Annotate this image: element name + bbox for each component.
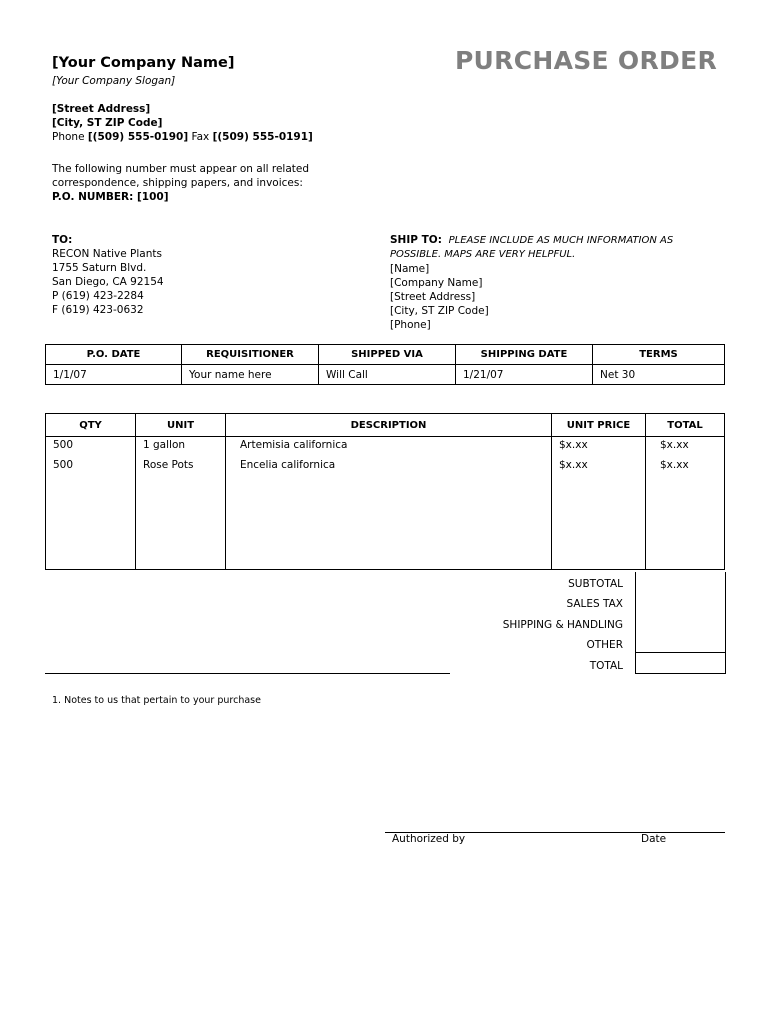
po-date-cell[interactable]: 1/1/07 [46,365,182,385]
vendor-address [52,233,164,317]
empty-row [46,477,725,570]
header-qty: QTY [46,414,136,437]
header-description: DESCRIPTION [226,414,552,437]
unit-cell[interactable]: 1 gallon [136,437,226,458]
vendor-line: RECON Native Plants [52,248,162,260]
vendor-line: 1755 Saturn Blvd. [52,262,147,274]
document-title: PURCHASE ORDER [454,46,717,75]
totals-box[interactable] [635,572,726,674]
header-terms: TERMS [593,345,725,365]
vendor-line: San Diego, CA 92154 [52,276,164,288]
table-row [46,457,725,477]
unit-price-cell[interactable]: $x.xx [552,437,646,458]
ship-to-note: PLEASE INCLUDE AS MUCH INFORMATION AS [448,235,674,246]
shipping-label: SHIPPING & HANDLING [502,618,623,631]
company-slogan: [Your Company Slogan] [52,75,176,87]
header-shipping-date: SHIPPING DATE [456,345,593,365]
terms-cell[interactable]: Net 30 [593,365,725,385]
phone-number: [(509) 555-0190] [87,131,189,143]
description-cell[interactable]: Encelia californica [226,457,552,477]
company-name: [Your Company Name] [52,55,235,71]
ship-to-note-2: POSSIBLE. MAPS ARE VERY HELPFUL. [390,249,576,260]
total-label: TOTAL [589,659,623,672]
total-cell[interactable]: $x.xx [646,457,725,477]
unit-price-cell[interactable]: $x.xx [552,457,646,477]
ship-to-label: SHIP TO: [390,234,442,246]
shipped-via-cell[interactable]: Will Call [319,365,456,385]
shipping-date-cell[interactable]: 1/21/07 [456,365,593,385]
notice-line-2: correspondence, shipping papers, and invoices: [52,177,303,189]
city-zip: [City, ST ZIP Code] [52,117,163,129]
header-requisitioner: REQUISITIONER [182,345,319,365]
total-cell[interactable]: $x.xx [646,437,725,458]
vendor-line: P (619) 423-2284 [52,290,144,302]
unit-cell[interactable]: Rose Pots [136,457,226,477]
requisitioner-cell[interactable]: Your name here [182,365,319,385]
ship-to-line: [Street Address] [390,291,476,303]
ship-to-line: [Phone] [390,319,431,331]
to-label: TO: [52,234,73,246]
ship-to-line: [Company Name] [390,277,483,289]
totals-labels [503,574,623,676]
sales-tax-label: SALES TAX [566,598,623,611]
other-label: OTHER [586,639,623,652]
date-label: Date [641,833,667,845]
description-cell[interactable]: Artemisia californica [226,437,552,458]
header-po-date: P.O. DATE [46,345,182,365]
header-unit-price: UNIT PRICE [552,414,646,437]
qty-cell[interactable]: 500 [46,437,136,458]
phone-label: Phone [52,131,85,143]
ship-to-line: [City, ST ZIP Code] [390,305,489,317]
authorized-by-label: Authorized by [392,833,466,845]
notice-line-1: The following number must appear on all related [52,163,310,175]
ship-to-line: [Name] [390,263,430,275]
header-total: TOTAL [646,414,725,437]
ship-to-address [390,233,710,332]
table-row [46,437,725,458]
po-number: P.O. NUMBER: [100] [52,191,169,203]
subtotal-label: SUBTOTAL [568,578,623,590]
fax-number: [(509) 555-0191] [212,131,313,143]
po-notice [52,162,309,204]
header-unit: UNIT [136,414,226,437]
order-info-table [45,344,725,385]
divider [45,673,450,674]
street-address: [Street Address] [52,103,151,115]
fax-label: Fax [191,131,210,143]
items-table [45,413,725,570]
vendor-line: F (619) 423-0632 [52,304,144,316]
header-shipped-via: SHIPPED VIA [319,345,456,365]
notes: 1. Notes to us that pertain to your purchase [52,695,261,706]
total-separator [636,652,725,653]
company-address [52,102,313,144]
qty-cell[interactable]: 500 [46,457,136,477]
